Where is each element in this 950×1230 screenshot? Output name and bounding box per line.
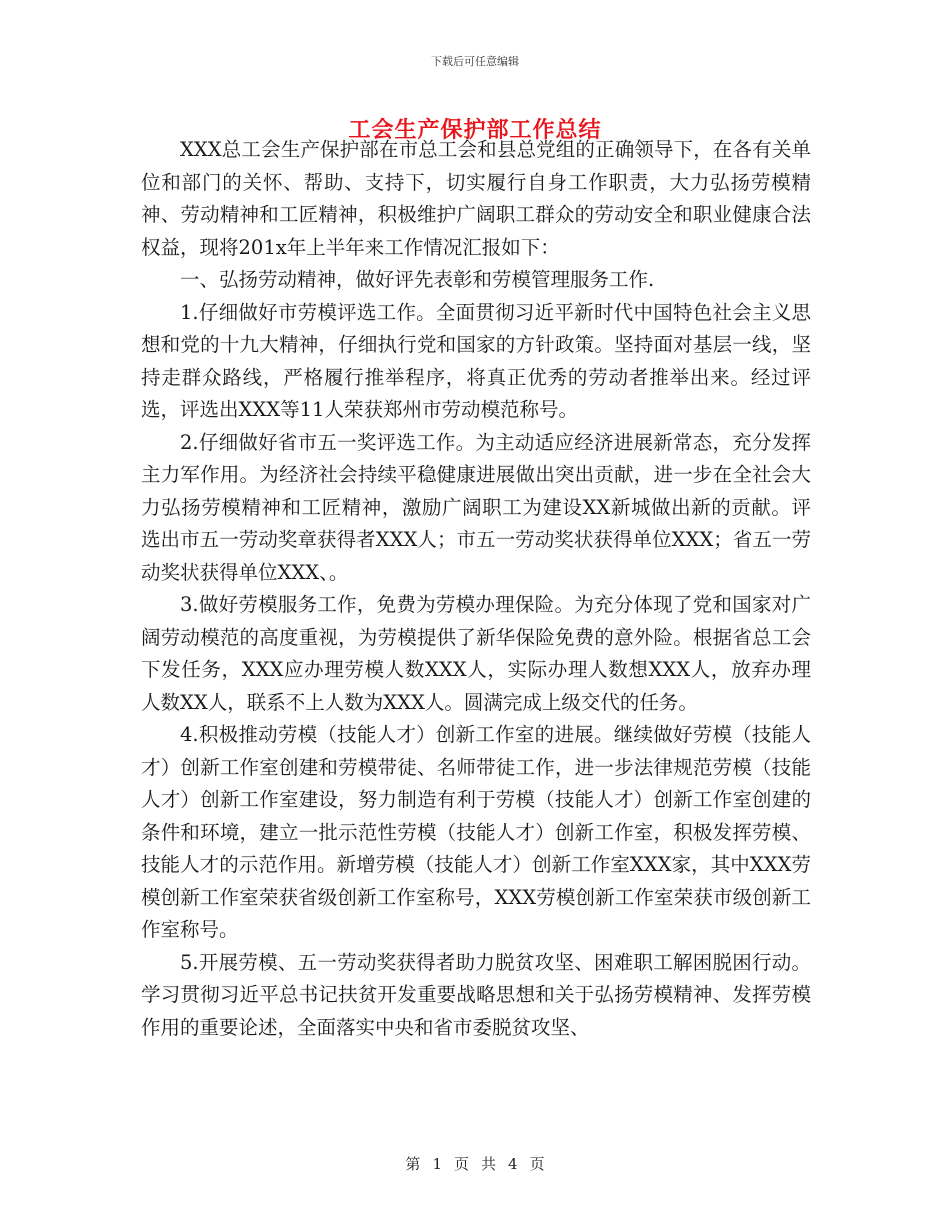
footer-label-total: 共 <box>481 1155 497 1173</box>
header-note: 下载后可任意编辑 <box>431 55 519 68</box>
footer-label-pre: 第 <box>405 1155 421 1173</box>
footer-label-mid: 页 <box>453 1155 469 1173</box>
paragraph-item-4: 4.积极推动劳模（技能人才）创新工作室的进展。继续做好劳模（技能人才）创新工作室创建和劳模带徒、名师带徒工作，进一步法律规范劳模（技能人才）创新工作室建设，努力制造有利于劳模（技能人才）创新工作室创建的条件和环境，建立一批示范性劳模（技能人才）创新工作室，积极发挥劳模、技能人才的示范作用。新增劳模（技能人才）创新工作室XXX家，其中XXX劳模创新工作室荣获省级创新工作室称号，XXX劳模创新工作室荣获市级创新工作室称号。 <box>141 723 811 941</box>
paragraph-intro: XXX总工会生产保护部在市总工会和县总党组的正确领导下，在各有关单位和部门的关怀、帮助、支持下，切实履行自身工作职责，大力弘扬劳模精神、劳动精神和工匠精神，积极维护广阔职工群众的劳动安全和职业健康合法权益，现将201x年上半年来工作情况汇报如下： <box>141 138 811 259</box>
paragraph-item-5: 5.开展劳模、五一劳动奖获得者助力脱贫攻坚、困难职工解困脱困行动。学习贯彻习近平总书记扶贫开发重要战略思想和关于弘扬劳模精神、发挥劳模作用的重要论述，全面落实中央和省市委脱贫攻坚、 <box>141 950 811 1039</box>
footer-page-current: 1 <box>432 1155 442 1173</box>
document-body <box>141 134 811 1044</box>
page-footer <box>0 1153 950 1174</box>
footer-label-post: 页 <box>529 1155 545 1173</box>
paragraph-item-1: 1.仔细做好市劳模评选工作。全面贯彻习近平新时代中国特色社会主义思想和党的十九大精神，仔细执行党和国家的方针政策。坚持面对基层一线，坚持走群众路线，严格履行推举程序，将真正优秀的劳动者推举出来。经过评选，评选出XXX等11人荣获郑州市劳动模范称号。 <box>141 300 811 421</box>
paragraph-item-3: 3.做好劳模服务工作，免费为劳模办理保险。为充分体现了党和国家对广阔劳动模范的高度重视，为劳模提供了新华保险免费的意外险。根据省总工会下发任务，XXX应办理劳模人数XXX人，实际办理人数想XXX人，放弃办理人数XX人，联系不上人数为XXX人。圆满完成上级交代的任务。 <box>141 593 811 714</box>
document-title: 工会生产保护部工作总结 <box>348 117 602 143</box>
paragraph-section-heading: 一、弘扬劳动精神，做好评先表彰和劳模管理服务工作. <box>180 268 655 291</box>
footer-page-total: 4 <box>508 1155 518 1173</box>
paragraph-item-2: 2.仔细做好省市五一奖评选工作。为主动适应经济进展新常态，充分发挥主力军作用。为经济社会持续平稳健康进展做出突出贡献，进一步在全社会大力弘扬劳模精神和工匠精神，激励广阔职工为建设XX新城做出新的贡献。评选出市五一劳动奖章获得者XXX人；市五一劳动奖状获得单位XXX；省五一劳动奖状获得单位XXX、。 <box>141 430 811 584</box>
